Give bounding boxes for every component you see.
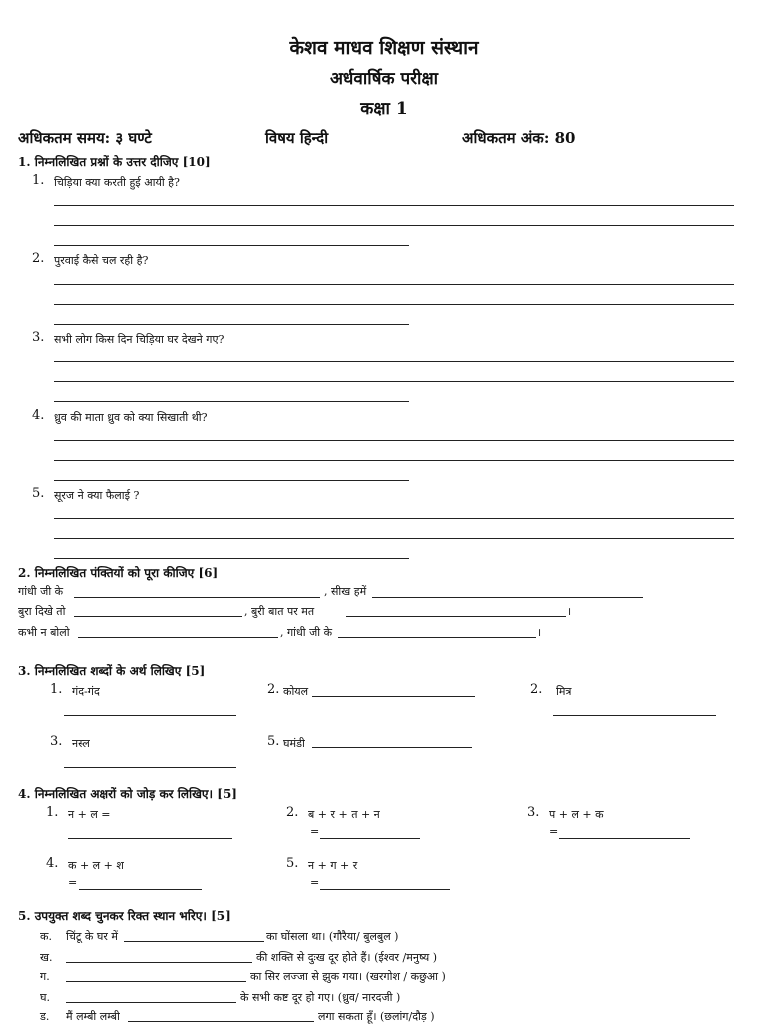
letters-text: क + ल + श bbox=[68, 859, 124, 872]
item-number: 5. bbox=[267, 734, 280, 749]
answer-line[interactable] bbox=[54, 480, 409, 481]
item-label: ग. bbox=[40, 970, 50, 983]
max-marks: अधिकतम अंक: 80 bbox=[462, 129, 576, 147]
answer-line[interactable] bbox=[54, 304, 734, 305]
question-text: सभी लोग किस दिन चिड़िया घर देखने गए? bbox=[54, 333, 225, 346]
item-text: के सभी कष्ट दूर हो गए। (ध्रुव/ नारदजी ) bbox=[240, 991, 401, 1004]
word-text: घमंडी bbox=[283, 737, 305, 750]
question-text: पुरवाई कैसे चल रही है? bbox=[54, 254, 149, 267]
line-text: , गांधी जी के bbox=[280, 626, 333, 639]
answer-line[interactable] bbox=[54, 205, 734, 206]
line-text: बुरा दिखे तो bbox=[18, 605, 66, 618]
item-text: का घोंसला था। (गौरैया/ बुलबुल ) bbox=[266, 930, 399, 943]
line-text: , बुरी बात पर मत bbox=[244, 605, 315, 618]
subject: विषय हिन्दी bbox=[265, 129, 329, 147]
equals-sign: = bbox=[549, 825, 559, 838]
question-number: 2. bbox=[32, 251, 45, 266]
answer-line[interactable] bbox=[54, 460, 734, 461]
answer-line[interactable] bbox=[54, 381, 734, 382]
section1-title: 1. निम्नलिखित प्रश्नों के उत्तर दीजिए [10] bbox=[18, 155, 211, 169]
answer-line[interactable] bbox=[54, 361, 734, 362]
item-text: लगा सकता हूँ। (छलांग/दौड़ ) bbox=[318, 1010, 435, 1023]
item-number: 3. bbox=[50, 734, 63, 749]
answer-line[interactable] bbox=[79, 889, 202, 890]
question-number: 1. bbox=[32, 173, 45, 188]
class-label: कक्षा 1 bbox=[360, 99, 408, 119]
answer-line[interactable] bbox=[54, 538, 734, 539]
equals-sign: = bbox=[310, 825, 320, 838]
answer-line[interactable] bbox=[54, 324, 409, 325]
school-name: केशव माधव शिक्षण संस्थान bbox=[289, 37, 479, 59]
word-text: गंद-गंद bbox=[72, 685, 100, 698]
item-number: 2. bbox=[286, 805, 299, 820]
question-text: सूरज ने क्या फैलाई ? bbox=[54, 489, 140, 502]
answer-line[interactable] bbox=[559, 838, 690, 839]
fill-blank[interactable] bbox=[128, 1021, 314, 1022]
item-text: का सिर लज्जा से झुक गया। (खरगोश / कछुआ ) bbox=[250, 970, 446, 983]
item-label: ख. bbox=[40, 951, 53, 964]
fill-blank[interactable] bbox=[124, 941, 264, 942]
fill-blank[interactable] bbox=[346, 616, 566, 617]
letters-text: न + ल = bbox=[68, 808, 111, 821]
section5-title: 5. उपयुक्त शब्द चुनकर रिक्त स्थान भरिए। [5] bbox=[18, 909, 231, 923]
section4-title: 4. निम्नलिखित अक्षरों को जोड़ कर लिखिए। [5] bbox=[18, 787, 237, 801]
item-number: 1. bbox=[46, 805, 59, 820]
item-label: घ. bbox=[40, 991, 50, 1004]
fill-blank[interactable] bbox=[66, 962, 252, 963]
fill-blank[interactable] bbox=[66, 1002, 236, 1003]
answer-line[interactable] bbox=[312, 696, 475, 697]
item-number: 5. bbox=[286, 856, 299, 871]
answer-line[interactable] bbox=[320, 889, 450, 890]
answer-line[interactable] bbox=[54, 245, 409, 246]
answer-line[interactable] bbox=[68, 838, 232, 839]
fill-blank[interactable] bbox=[338, 637, 536, 638]
answer-line[interactable] bbox=[54, 558, 409, 559]
fill-blank[interactable] bbox=[372, 597, 643, 598]
question-number: 3. bbox=[32, 330, 45, 345]
answer-line[interactable] bbox=[320, 838, 420, 839]
letters-text: न + ग + र bbox=[308, 859, 358, 872]
answer-line[interactable] bbox=[64, 715, 236, 716]
max-time: अधिकतम समय: ३ घण्टे bbox=[18, 129, 152, 147]
section3-title: 3. निम्नलिखित शब्दों के अर्थ लिखिए [5] bbox=[18, 664, 206, 678]
answer-line[interactable] bbox=[553, 715, 716, 716]
fill-blank[interactable] bbox=[74, 597, 320, 598]
item-number: 4. bbox=[46, 856, 59, 871]
question-text: चिड़िया क्या करती हुई आयी है? bbox=[54, 176, 180, 189]
item-text: चिंटू के घर में bbox=[66, 930, 118, 943]
word-text: कोयल bbox=[283, 685, 309, 698]
exam-title: अर्धवार्षिक परीक्षा bbox=[329, 69, 439, 89]
answer-line[interactable] bbox=[54, 518, 734, 519]
equals-sign: = bbox=[68, 876, 78, 889]
item-number: 3. bbox=[527, 805, 540, 820]
word-text: नस्ल bbox=[72, 737, 90, 750]
item-text: की शक्ति से दुःख दूर होते हैं। (ईश्वर /मनुष्य ) bbox=[256, 951, 438, 964]
question-number: 5. bbox=[32, 486, 45, 501]
item-number: 2. bbox=[267, 682, 280, 697]
letters-text: ब + र + त + न bbox=[308, 808, 380, 821]
line-end: । bbox=[537, 626, 542, 639]
answer-line[interactable] bbox=[54, 225, 734, 226]
fill-blank[interactable] bbox=[74, 616, 242, 617]
fill-blank[interactable] bbox=[78, 637, 278, 638]
item-number: 2. bbox=[530, 682, 543, 697]
item-number: 1. bbox=[50, 682, 63, 697]
letters-text: प + ल + क bbox=[549, 808, 604, 821]
answer-line[interactable] bbox=[64, 767, 236, 768]
line-text: , सीख हमें bbox=[324, 585, 367, 598]
word-text: मित्र bbox=[556, 685, 572, 698]
item-text: मैं लम्बी लम्बी bbox=[66, 1010, 120, 1023]
question-text: ध्रुव की माता ध्रुव को क्या सिखाती थी? bbox=[54, 411, 208, 424]
answer-line[interactable] bbox=[312, 747, 472, 748]
line-text: कभी न बोलो bbox=[18, 626, 70, 639]
equals-sign: = bbox=[310, 876, 320, 889]
line-end: । bbox=[567, 605, 572, 618]
answer-line[interactable] bbox=[54, 284, 734, 285]
answer-line[interactable] bbox=[54, 440, 734, 441]
question-number: 4. bbox=[32, 408, 45, 423]
line-text: गांधी जी के bbox=[18, 585, 64, 598]
answer-line[interactable] bbox=[54, 401, 409, 402]
item-label: क. bbox=[40, 930, 52, 943]
section2-title: 2. निम्नलिखित पंक्तियों को पूरा कीजिए [6] bbox=[18, 566, 219, 580]
item-label: ड. bbox=[40, 1010, 50, 1023]
fill-blank[interactable] bbox=[66, 981, 246, 982]
